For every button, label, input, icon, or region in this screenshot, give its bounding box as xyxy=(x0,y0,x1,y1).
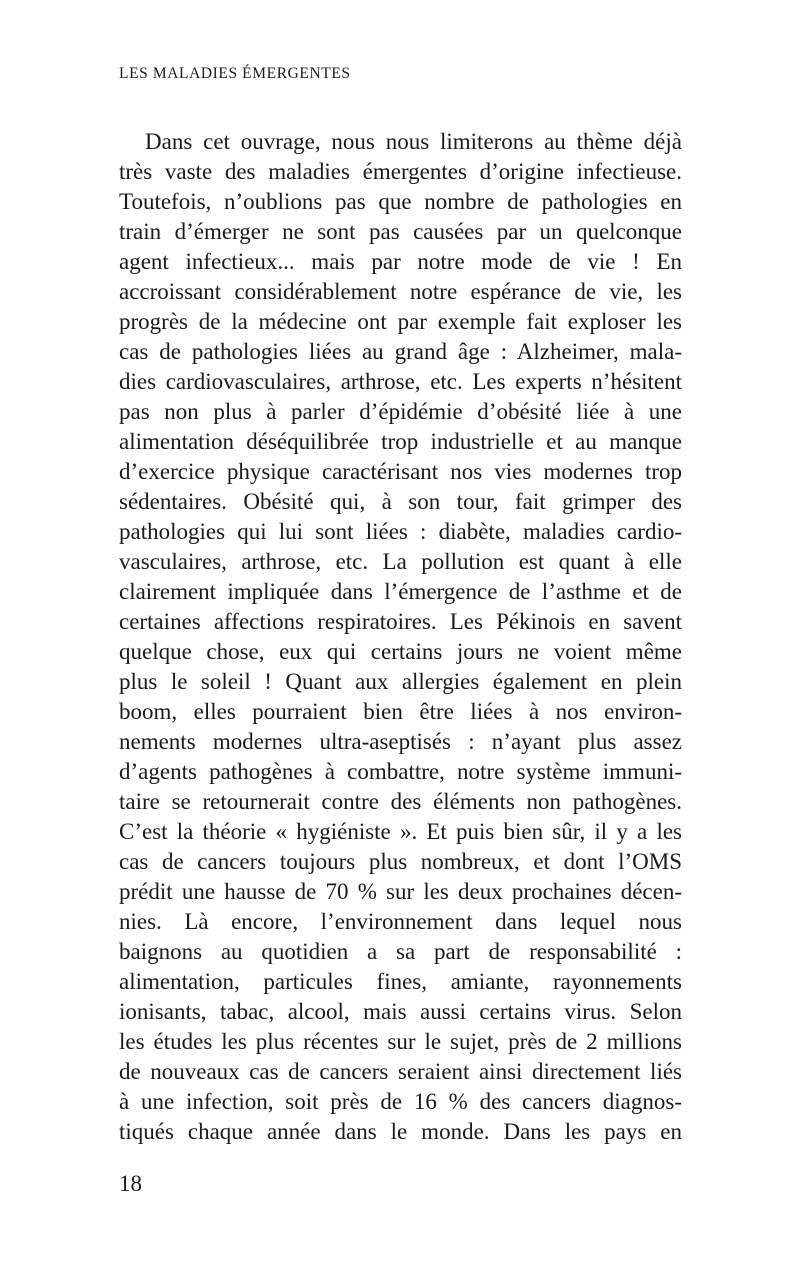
text-line: d’exercice physique caractérisant nos vies modernes trop xyxy=(119,459,682,484)
text-line: prédit une hausse de 70 % sur les deux prochaines décen- xyxy=(119,879,682,904)
running-head: LES MALADIES ÉMERGENTES xyxy=(119,65,351,82)
text-line: C’est la théorie « hygiéniste ». Et puis bien sûr, il y a les xyxy=(119,819,682,844)
text-line: boom, elles pourraient bien être liées à nos environ- xyxy=(119,699,682,724)
text-line: cas de pathologies liées au grand âge : Alzheimer, mala- xyxy=(119,339,682,364)
text-line: dies cardiovasculaires, arthrose, etc. Les experts n’hésitent xyxy=(119,369,682,394)
text-line: d’agents pathogènes à combattre, notre système immuni- xyxy=(119,759,682,784)
page-number: 18 xyxy=(119,1171,142,1196)
text-line: ionisants, tabac, alcool, mais aussi certains virus. Selon xyxy=(119,999,682,1024)
text-line: nements modernes ultra-aseptisés : n’ayant plus assez xyxy=(119,729,682,754)
text-line: cas de cancers toujours plus nombreux, et dont l’OMS xyxy=(119,849,682,874)
text-line: alimentation déséquilibrée trop industrielle et au manque xyxy=(119,429,682,454)
text-line: baignons au quotidien a sa part de responsabilité : xyxy=(119,939,682,964)
text-line: clairement impliquée dans l’émergence de l’asthme et de xyxy=(119,579,682,604)
text-line: progrès de la médecine ont par exemple fait exploser les xyxy=(119,309,682,334)
text-line: vasculaires, arthrose, etc. La pollution est quant à elle xyxy=(119,549,682,574)
text-line: de nouveaux cas de cancers seraient ainsi directement liés xyxy=(119,1059,682,1084)
text-line: agent infectieux... mais par notre mode de vie ! En xyxy=(119,249,682,274)
text-line: plus le soleil ! Quant aux allergies également en plein xyxy=(119,669,682,694)
text-line: quelque chose, eux qui certains jours ne voient même xyxy=(119,639,682,664)
text-line: nies. Là encore, l’environnement dans lequel nous xyxy=(119,909,682,934)
text-line: train d’émerger ne sont pas causées par un quelconque xyxy=(119,219,682,244)
text-line: Dans cet ouvrage, nous nous limiterons au thème déjà xyxy=(145,129,682,154)
text-line: très vaste des maladies émergentes d’origine infectieuse. xyxy=(119,159,682,184)
text-line: à une infection, soit près de 16 % des cancers diagnos- xyxy=(119,1089,682,1114)
text-line: taire se retournerait contre des éléments non pathogènes. xyxy=(119,789,682,814)
text-line: accroissant considérablement notre espérance de vie, les xyxy=(119,279,682,304)
text-line: Toutefois, n’oublions pas que nombre de pathologies en xyxy=(119,189,682,214)
text-line: tiqués chaque année dans le monde. Dans les pays en xyxy=(119,1119,682,1144)
text-line: certaines affections respiratoires. Les Pékinois en savent xyxy=(119,609,682,634)
text-line: les études les plus récentes sur le sujet, près de 2 millions xyxy=(119,1029,682,1054)
text-line: sédentaires. Obésité qui, à son tour, fait grimper des xyxy=(119,489,682,514)
text-line: alimentation, particules fines, amiante, rayonnements xyxy=(119,969,682,994)
body-paragraph xyxy=(119,127,682,1147)
text-line: pas non plus à parler d’épidémie d’obésité liée à une xyxy=(119,399,682,424)
text-line: pathologies qui lui sont liées : diabète, maladies cardio- xyxy=(119,519,682,544)
